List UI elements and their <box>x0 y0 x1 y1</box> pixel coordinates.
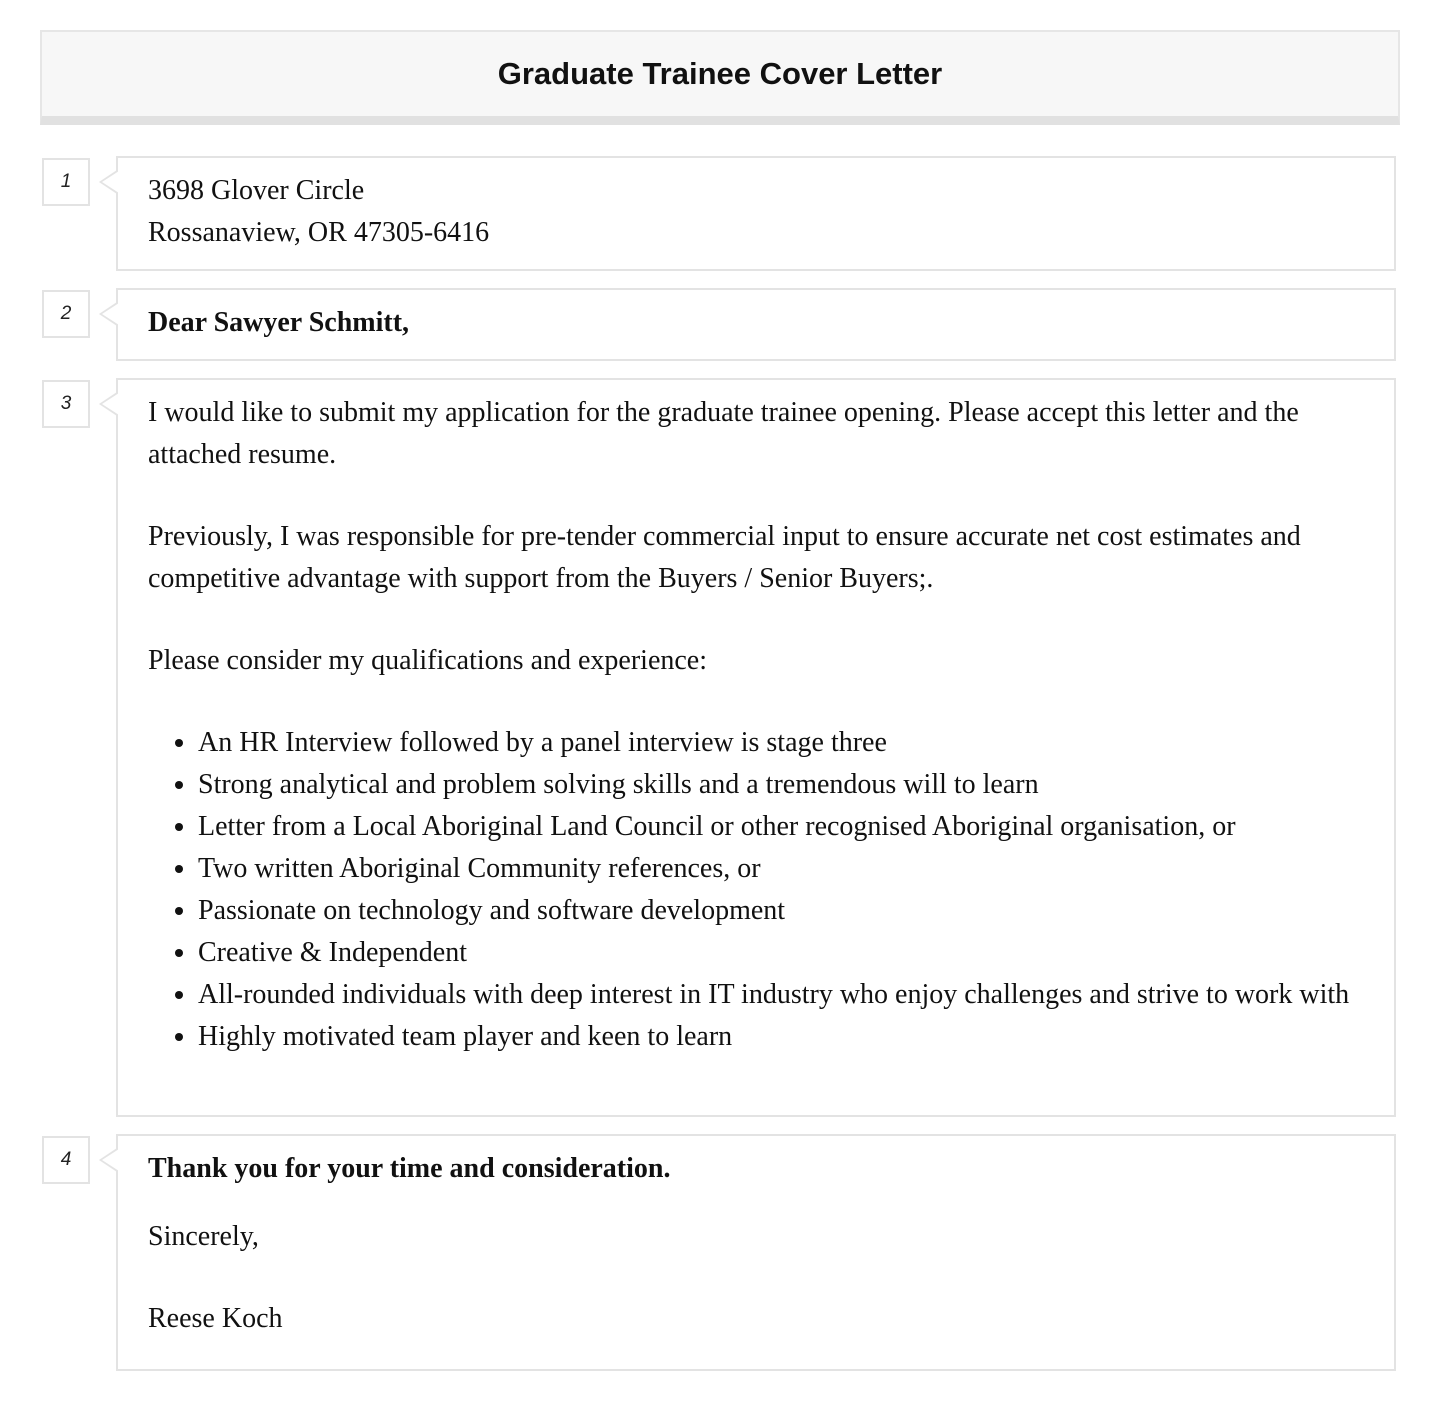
list-item: • Two written Aboriginal Community references, or <box>198 848 1364 890</box>
list-item: • An HR Interview followed by a panel interview is stage three <box>198 722 1364 764</box>
greeting: Dear Sawyer Schmitt, <box>148 307 410 338</box>
page-title: Graduate Trainee Cover Letter <box>497 56 943 91</box>
list-item: • Creative & Independent <box>198 932 1364 974</box>
signoff: Sincerely, <box>148 1221 259 1252</box>
greeting-box <box>116 288 1396 361</box>
address-box <box>116 156 1396 271</box>
section-number: 3 <box>42 380 90 428</box>
section-number: 1 <box>42 158 90 206</box>
list-item: • Highly motivated team player and keen to learn <box>198 1016 1364 1058</box>
list-item: • Strong analytical and problem solving skills and a tremendous will to learn <box>198 764 1364 806</box>
signature-name: Reese Koch <box>148 1303 283 1334</box>
body-paragraph-2: Previously, I was responsible for pre-tender commercial input to ensure accurate net cost estimates and competitive advantage with support from the Buyers / Senior Buyers;. <box>148 521 1301 594</box>
letter-header <box>40 30 1400 125</box>
list-item: • Passionate on technology and software development <box>198 890 1364 932</box>
body-box <box>116 378 1396 1117</box>
section-number: 4 <box>42 1136 90 1184</box>
qualifications-list <box>148 722 1364 1058</box>
section-number: 2 <box>42 290 90 338</box>
closing-line: Thank you for your time and consideration. <box>148 1153 671 1184</box>
closing-box <box>116 1134 1396 1371</box>
body-paragraph-1: I would like to submit my application for the graduate trainee opening. Please accept this letter and the attached resume. <box>148 397 1299 470</box>
body-paragraph-3: Please consider my qualifications and experience: <box>148 645 708 676</box>
address-line-2: Rossanaview, OR 47305-6416 <box>148 217 490 248</box>
list-item: • Letter from a Local Aboriginal Land Council or other recognised Aboriginal organisation, or <box>198 806 1364 848</box>
list-item: • All-rounded individuals with deep interest in IT industry who enjoy challenges and strive to work with <box>198 974 1364 1016</box>
address-line-1: 3698 Glover Circle <box>148 175 365 206</box>
